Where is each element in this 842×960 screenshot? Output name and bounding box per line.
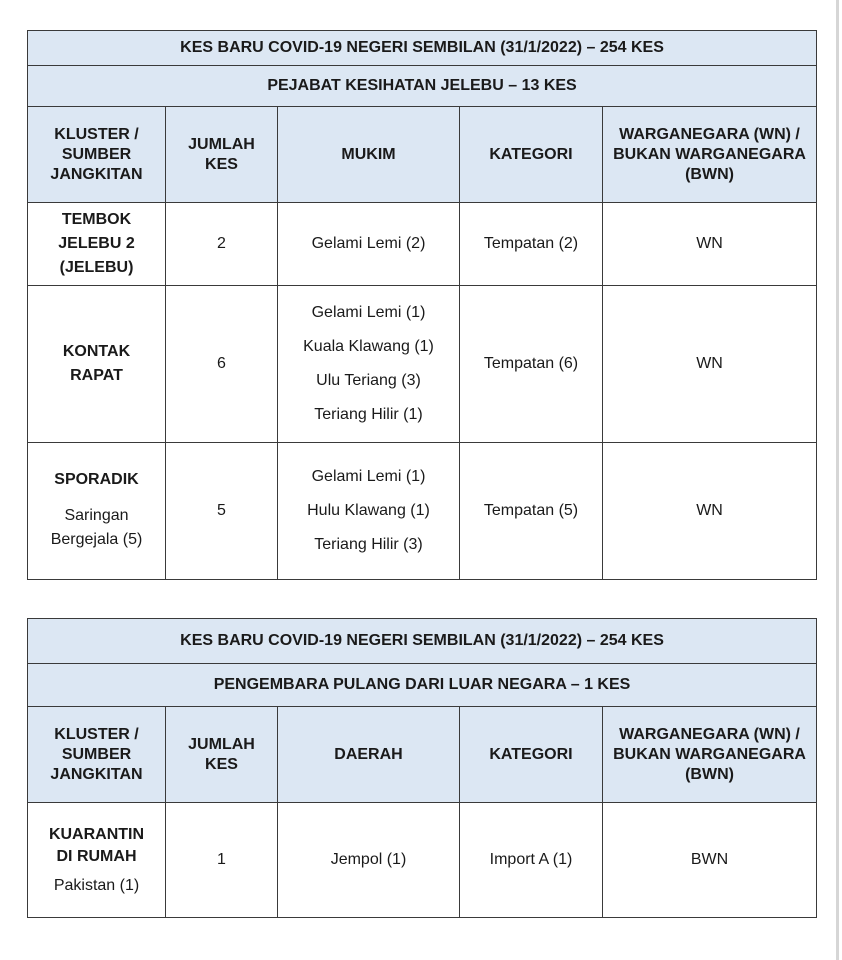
header-jumlah: JUMLAH KES xyxy=(166,707,278,803)
kluster-name: SPORADIK xyxy=(54,471,139,488)
jumlah-cell: 2 xyxy=(166,203,278,286)
mukim-item: Hulu Klawang (1) xyxy=(307,502,430,519)
header-kategori: KATEGORI xyxy=(460,707,603,803)
cases-table-jelebu xyxy=(27,30,817,580)
kluster-name: KUARANTIN DI RUMAH xyxy=(48,826,145,865)
table-row xyxy=(28,203,817,286)
jumlah-cell: 5 xyxy=(166,443,278,580)
cases-table-pengembara xyxy=(27,618,817,918)
kategori-cell: Tempatan (2) xyxy=(460,203,603,286)
mukim-item: Gelami Lemi (1) xyxy=(311,304,426,321)
kluster-cell xyxy=(28,443,166,580)
wn-cell: BWN xyxy=(603,803,817,918)
header-kluster: KLUSTER / SUMBER JANGKITAN xyxy=(28,707,166,803)
table-row xyxy=(28,443,817,580)
kluster-cell xyxy=(28,803,166,918)
table-row xyxy=(28,286,817,443)
mukim-cell: Gelami Lemi (2) xyxy=(278,203,460,286)
header-warganegara: WARGANEGARA (WN) / BUKAN WARGANEGARA (BWN) xyxy=(603,707,817,803)
mukim-item: Teriang Hilir (1) xyxy=(314,406,423,423)
kluster-cell xyxy=(28,203,166,286)
mukim-item: Kuala Klawang (1) xyxy=(303,338,434,355)
jumlah-cell: 1 xyxy=(166,803,278,918)
kluster-name: TEMBOK JELEBU 2 (JELEBU) xyxy=(58,211,135,276)
daerah-cell: Jempol (1) xyxy=(278,803,460,918)
wn-cell: WN xyxy=(603,203,817,286)
header-row xyxy=(28,707,817,803)
header-kluster: KLUSTER / SUMBER JANGKITAN xyxy=(28,107,166,203)
wn-cell: WN xyxy=(603,286,817,443)
table-subtitle: PEJABAT KESIHATAN JELEBU – 13 KES xyxy=(28,66,817,107)
wn-cell: WN xyxy=(603,443,817,580)
mukim-item: Gelami Lemi (1) xyxy=(311,468,426,485)
header-mukim: MUKIM xyxy=(278,107,460,203)
kategori-cell: Tempatan (6) xyxy=(460,286,603,443)
table-title: KES BARU COVID-19 NEGERI SEMBILAN (31/1/2022) – 254 KES xyxy=(28,619,817,664)
kluster-name: KONTAK RAPAT xyxy=(62,343,131,384)
table-row xyxy=(28,803,817,918)
kluster-detail: Saringan Bergejala (5) xyxy=(50,507,143,548)
table-subtitle: PENGEMBARA PULANG DARI LUAR NEGARA – 1 KES xyxy=(28,664,817,707)
header-daerah: DAERAH xyxy=(278,707,460,803)
jumlah-cell: 6 xyxy=(166,286,278,443)
mukim-item: Teriang Hilir (3) xyxy=(314,536,423,553)
mukim-item: Ulu Teriang (3) xyxy=(316,372,421,389)
header-row xyxy=(28,107,817,203)
page-edge-divider xyxy=(836,0,839,960)
mukim-cell xyxy=(278,286,460,443)
header-warganegara: WARGANEGARA (WN) / BUKAN WARGANEGARA (BWN) xyxy=(603,107,817,203)
kategori-cell: Tempatan (5) xyxy=(460,443,603,580)
header-jumlah: JUMLAH KES xyxy=(166,107,278,203)
table-title: KES BARU COVID-19 NEGERI SEMBILAN (31/1/2022) – 254 KES xyxy=(28,31,817,66)
kluster-cell xyxy=(28,286,166,443)
header-kategori: KATEGORI xyxy=(460,107,603,203)
kluster-detail: Pakistan (1) xyxy=(53,877,140,894)
mukim-cell xyxy=(278,443,460,580)
kategori-cell: Import A (1) xyxy=(460,803,603,918)
